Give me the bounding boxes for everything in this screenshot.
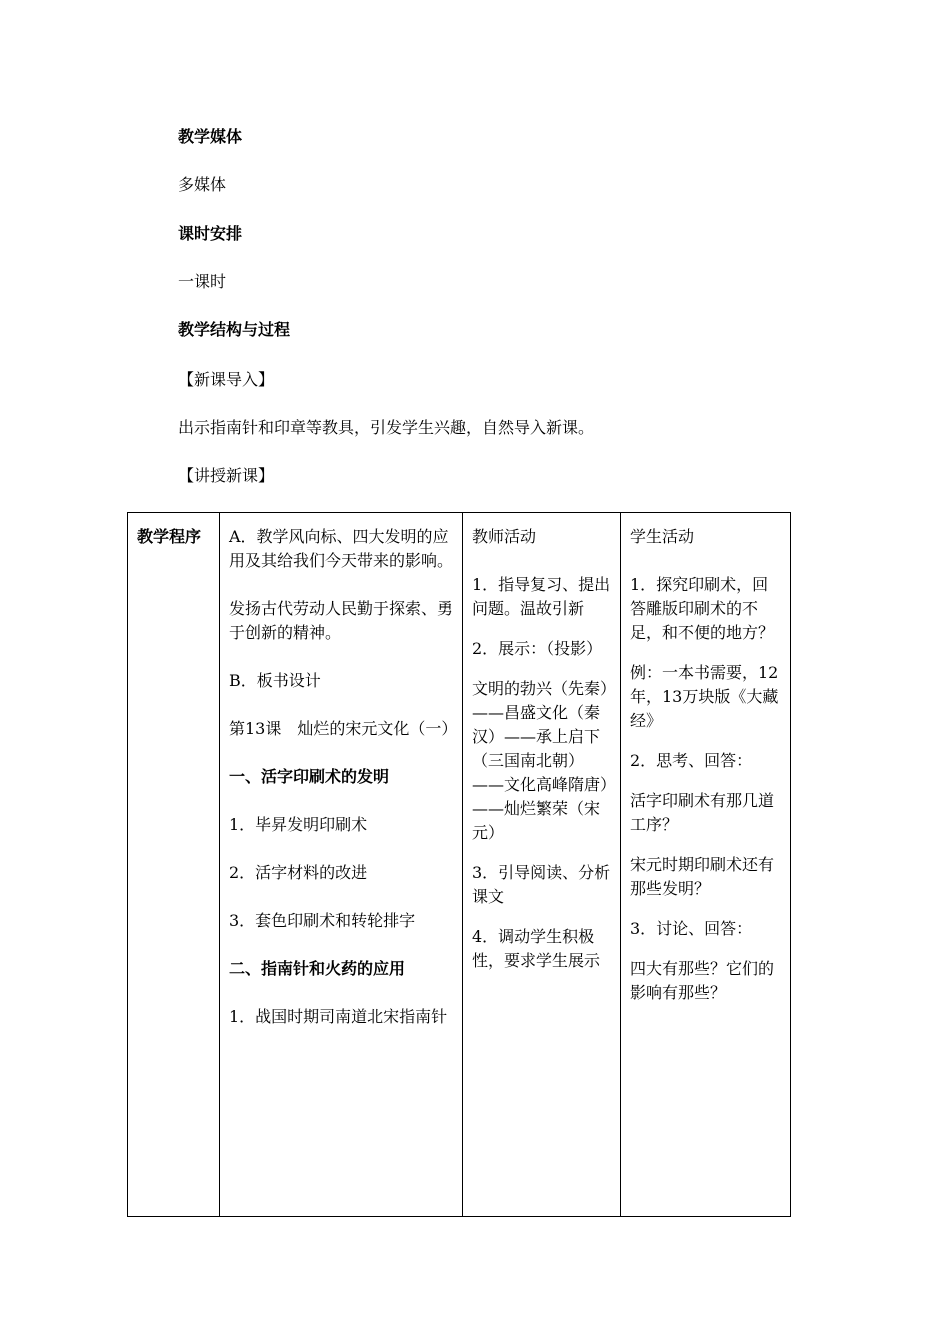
content-item: B．板书设计: [229, 671, 321, 690]
procedure-header: 教学程序: [137, 527, 202, 546]
schedule-heading: 课时安排: [178, 224, 243, 243]
student-item: 宋元时期印刷术还有那些发明？: [630, 855, 775, 898]
schedule-value: 一课时: [178, 272, 227, 291]
teacher-item: 文明的勃兴（先秦）——昌盛文化（秦汉）——承上启下（三国南北朝）——文化高峰隋唐）——灿烂繁荣（宋元）: [472, 679, 609, 842]
content-heading: 一、活字印刷术的发明: [229, 767, 390, 786]
teacher-header: 教师活动: [472, 527, 537, 546]
student-cell: [621, 513, 791, 1217]
teacher-item: 2．展示：（投影）: [472, 639, 603, 658]
content-item: 1．毕昇发明印刷术: [229, 815, 368, 834]
teacher-item: 1．指导复习、提出问题。温故引新: [472, 575, 611, 618]
lesson-table: [127, 512, 791, 1217]
content-item: 发扬古代劳动人民勤于探索、勇于创新的精神。: [229, 599, 454, 642]
student-item: 活字印刷术有那几道工序？: [630, 791, 775, 834]
student-item: 1．探究印刷术，回答雕版印刷术的不足，和不便的地方？: [630, 575, 775, 642]
teacher-cell: [463, 513, 621, 1217]
content-item: A．教学风向标、四大发明的应用及其给我们今天带来的影响。: [229, 527, 454, 570]
intro-tag: 【新课导入】: [178, 370, 275, 389]
content-cell: [220, 513, 463, 1217]
content-item: 第13课 灿烂的宋元文化（一）: [229, 719, 458, 738]
teacher-item: 3．引导阅读、分析课文: [472, 863, 611, 906]
student-item: 3．讨论、回答：: [630, 919, 753, 938]
intro-text: 出示指南针和印章等教具，引发学生兴趣，自然导入新课。: [178, 418, 595, 437]
content-heading: 二、指南针和火药的应用: [229, 959, 406, 978]
media-heading: 教学媒体: [178, 127, 243, 146]
student-header: 学生活动: [630, 527, 695, 546]
student-item: 四大有那些？它们的影响有那些？: [630, 959, 775, 1002]
teacher-item: 4．调动学生积极性，要求学生展示: [472, 927, 601, 970]
student-item: 例：一本书需要，12年，13万块版《大藏经》: [630, 663, 779, 730]
procedure-cell: [128, 513, 220, 1217]
content-item: 2．活字材料的改进: [229, 863, 368, 882]
content-item: 3．套色印刷术和转轮排字: [229, 911, 416, 930]
student-item: 2．思考、回答：: [630, 751, 753, 770]
structure-heading: 教学结构与过程: [178, 320, 291, 339]
media-value: 多媒体: [178, 175, 227, 194]
content-item: 1．战国时期司南道北宋指南针: [229, 1007, 448, 1026]
lecture-tag: 【讲授新课】: [178, 466, 275, 485]
